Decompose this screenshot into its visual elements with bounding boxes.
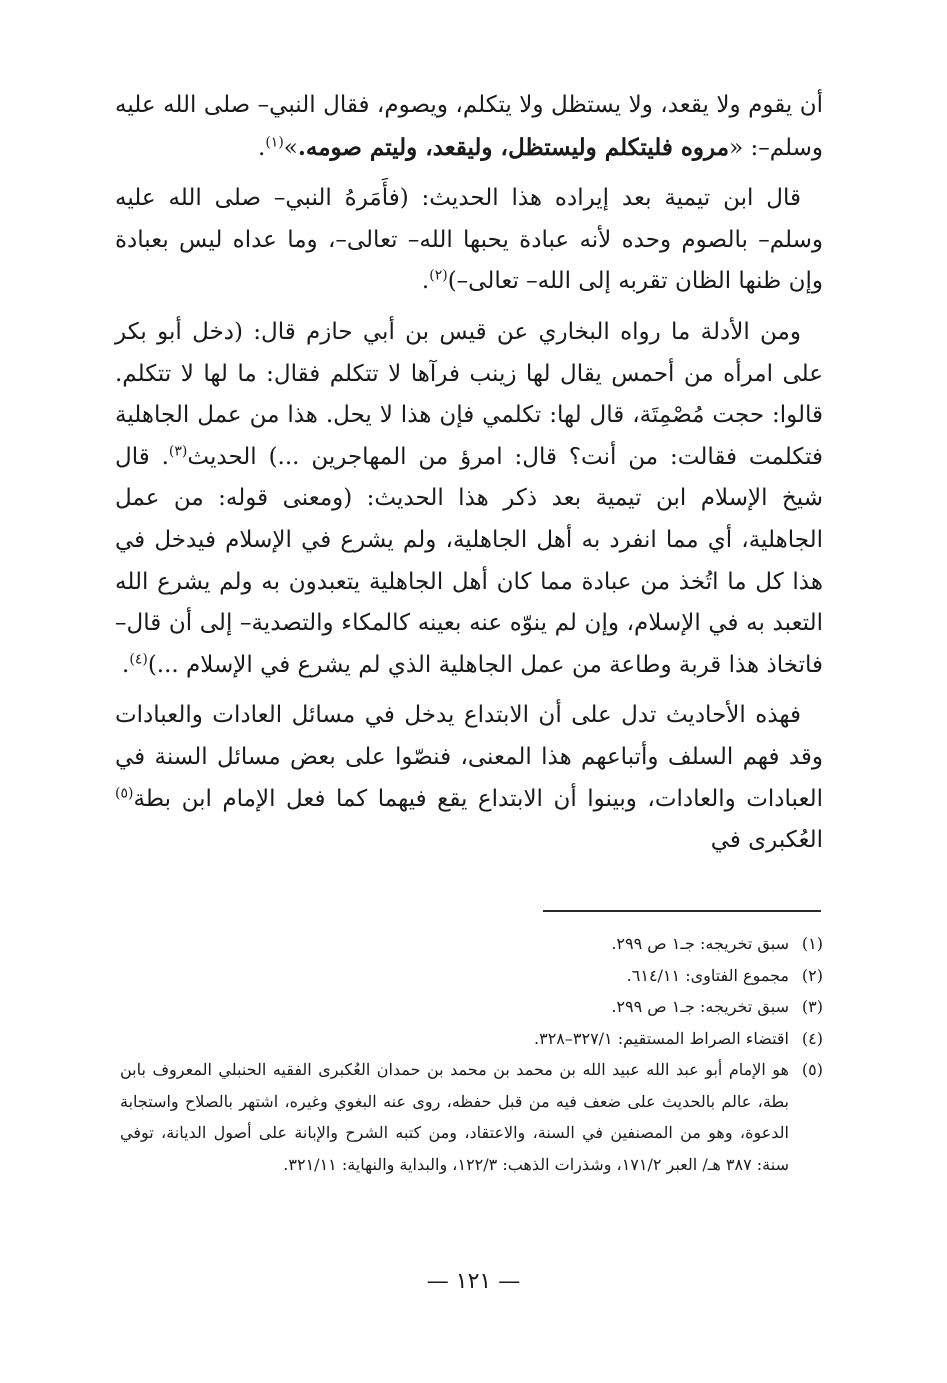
hadith-quote: مروه فليتكلم وليستظل، وليقعد، وليتم صومه. xyxy=(297,133,730,161)
footnote-text: سبق تخريجه: جـ١ ص ٢٩٩. xyxy=(611,934,789,953)
footnote-ref-3[interactable]: (٣) xyxy=(168,443,188,460)
footnote-text: سبق تخريجه: جـ١ ص ٢٩٩. xyxy=(611,997,789,1016)
footnote-4 xyxy=(120,1023,823,1055)
footnote-2 xyxy=(120,960,823,992)
footnote-text: هو الإمام أبو عبد الله عبيد الله بن محمد بن محمد بن حمدان العُكبرى الفقيه الحنبلي المعروف بابن بطة، عالم بالحديث على ضعف فيه من قبل حفظه، روى عنه البغوي وغيره، اشتهر بالصلاح واستجابة الدعوة، وهو من المصنفين في السنة، والاعتقاد، ومن كتبه الشرح والإبانة على أصول الديانة، توفي سنة: ٣٨٧ هـ/ العبر ١٧١/٢، وشذرات الذهب: ١٢٢/٣، والبداية والنهاية: ٣٢١/١١. xyxy=(120,1060,789,1174)
paragraph-4-text: فهذه الأحاديث تدل على أن الابتداع يدخل في مسائل العادات والعبادات وقد فهم السلف وأتباعهم هذا المعنى، فنصّوا على بعض مسائل السنة في العبادات والعادات، وبينوا أن الابتداع يقع فيهما كما فعل الإمام ابن بطة xyxy=(115,702,823,812)
paragraph-2 xyxy=(115,178,823,303)
paragraph-2-end: . xyxy=(421,268,430,295)
paragraph-1-text: أن يقوم ولا يقعد، ولا يستظل ولا يتكلم، ويصوم، فقال النبي– صلى الله عليه وسلم–: « xyxy=(115,92,823,161)
footnote-ref-5[interactable]: (٥) xyxy=(115,784,134,801)
paragraph-3-end: . xyxy=(122,651,130,678)
paragraph-1 xyxy=(115,85,823,169)
footnote-number: (٣) xyxy=(801,997,823,1016)
paragraph-4-end: العُكبرى في xyxy=(710,827,823,854)
paragraph-1-end: . xyxy=(258,134,266,161)
footnote-ref-1[interactable]: (١) xyxy=(265,133,284,150)
footnote-number: (١) xyxy=(801,934,823,953)
footnote-number: (٤) xyxy=(801,1028,823,1048)
footnote-text: مجموع الفتاوى: ٦١٤/١١. xyxy=(626,965,789,985)
paragraph-4 xyxy=(115,695,823,861)
footnote-1 xyxy=(120,928,823,960)
footnote-separator xyxy=(543,910,821,912)
footnote-number: (٢) xyxy=(801,965,823,985)
footnote-number: (٥) xyxy=(801,1060,823,1079)
paragraph-2-text: قال ابن تيمية بعد إيراده هذا الحديث: (فأَمَرهُ النبي– صلى الله عليه وسلم– بالصوم وحده لأنه عبادة يحبها الله– تعالى–، وما عداه ليس بعبادة وإن ظنها الظان تقربه إلى الله– تعالى–) xyxy=(115,185,823,295)
paragraph-3-text-a: ومن الأدلة ما رواه البخاري عن قيس بن أبي حازم قال: (دخل أبو بكر على امرأه من أحمس يقال لها زينب فرآها لا تتكلم فقال: ما لها لا تتكلم. قالوا: حجت مُصْمِتَة، قال لها: تكلمي فإن هذا لا يحل. هذا من عمل الجاهلية فتكلمت فقالت: من أنت؟ قال: امرؤ من المهاجرين ...) الحديث xyxy=(115,318,824,470)
main-text xyxy=(115,85,823,862)
footnote-ref-4[interactable]: (٤) xyxy=(129,651,148,668)
footnote-ref-2[interactable]: (٢) xyxy=(429,267,448,284)
footnote-3 xyxy=(120,991,823,1023)
footnote-5 xyxy=(120,1054,823,1180)
page-number: — ١٢١ — xyxy=(426,1269,521,1294)
footnotes xyxy=(120,928,823,1180)
footnote-text: اقتضاء الصراط المستقيم: ٣٢٧/١–٣٢٨. xyxy=(534,1028,789,1048)
quote-close: » xyxy=(283,134,298,161)
paragraph-3-text-b: . قال شيخ الإسلام ابن تيمية بعد ذكر هذا الحديث: (ومعنى قوله: من عمل الجاهلية، أي مما انفرد به أهل الجاهلية، ولم يشرع في الإسلام فيدخل في هذا كل ما اتُخذ من عبادة مما كان أهل الجاهلية يتعبدون به ولم يشرع الله التعبد به في الإسلام، وإن لم ينوّه عنه بعينه كالمكاء والتصدية– إلى أن قال– فاتخاذ هذا قربة وطاعة من عمل الجاهلية الذي لم يشرع في الإسلام ...) xyxy=(115,443,823,678)
paragraph-3 xyxy=(115,312,823,686)
